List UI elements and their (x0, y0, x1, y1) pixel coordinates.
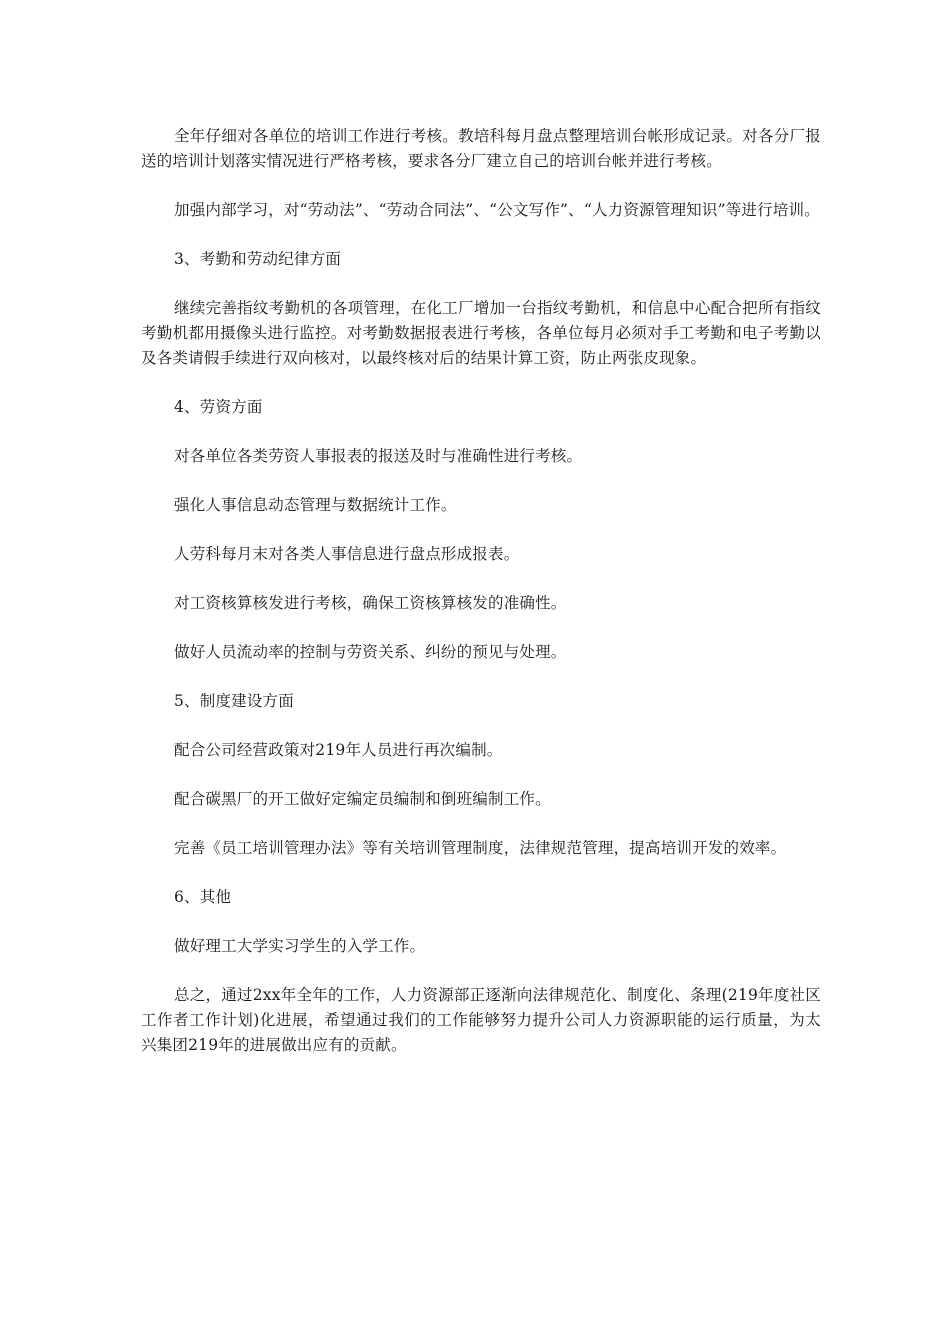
document-body (141, 124, 821, 1082)
paragraph-carbon-black-plant: 配合碳黑厂的开工做好定编定员编制和倒班编制工作。 (174, 790, 551, 808)
paragraph-training-assessment: 全年仔细对各单位的培训工作进行考核。教培科每月盘点整理培训台帐形成记录。对各分厂报送的培训计划落实情况进行严格考核，要求各分厂建立自己的培训台帐并进行考核。 (141, 127, 821, 170)
paragraph-hr-info-management: 强化人事信息动态管理与数据统计工作。 (174, 496, 457, 514)
paragraph-intern-enrollment: 做好理工大学实习学生的入学工作。 (174, 937, 426, 955)
paragraph-labor-reports: 对各单位各类劳资人事报表的报送及时与准确性进行考核。 (174, 447, 583, 465)
section-heading-attendance: 3、考勤和劳动纪律方面 (174, 250, 342, 268)
paragraph-monthly-inventory: 人劳科每月末对各类人事信息进行盘点形成报表。 (174, 545, 520, 563)
paragraph-training-regulations: 完善《员工培训管理办法》等有关培训管理制度，法律规范管理，提高培训开发的效率。 (174, 839, 787, 857)
section-heading-other: 6、其他 (174, 888, 232, 906)
paragraph-attendance: 继续完善指纹考勤机的各项管理，在化工厂增加一台指纹考勤机，和信息中心配合把所有指纹考勤机都用摄像头进行监控。对考勤数据报表进行考核，各单位每月必须对手工考勤和电子考勤以及各类请假手续进行双向核对，以最终核对后的结果计算工资，防止两张皮现象。 (141, 299, 821, 367)
paragraph-internal-learning: 加强内部学习，对“劳动法”、“劳动合同法”、“公文写作”、“人力资源管理知识”等进行培训。 (174, 201, 820, 219)
section-heading-labor-wages: 4、劳资方面 (174, 398, 263, 416)
section-heading-system-building: 5、制度建设方面 (174, 692, 294, 710)
paragraph-payroll-assessment: 对工资核算核发进行考核，确保工资核算核发的准确性。 (174, 594, 567, 612)
paragraph-turnover-control: 做好人员流动率的控制与劳资关系、纠纷的预见与处理。 (174, 643, 567, 661)
paragraph-staffing-plan: 配合公司经营政策对219年人员进行再次编制。 (174, 741, 503, 759)
paragraph-conclusion: 总之，通过2xx年全年的工作，人力资源部正逐渐向法律规范化、制度化、条理(219年度社区工作者工作计划)化进展，希望通过我们的工作能够努力提升公司人力资源职能的运行质量，为太兴集团219年的进展做出应有的贡献。 (141, 986, 821, 1054)
